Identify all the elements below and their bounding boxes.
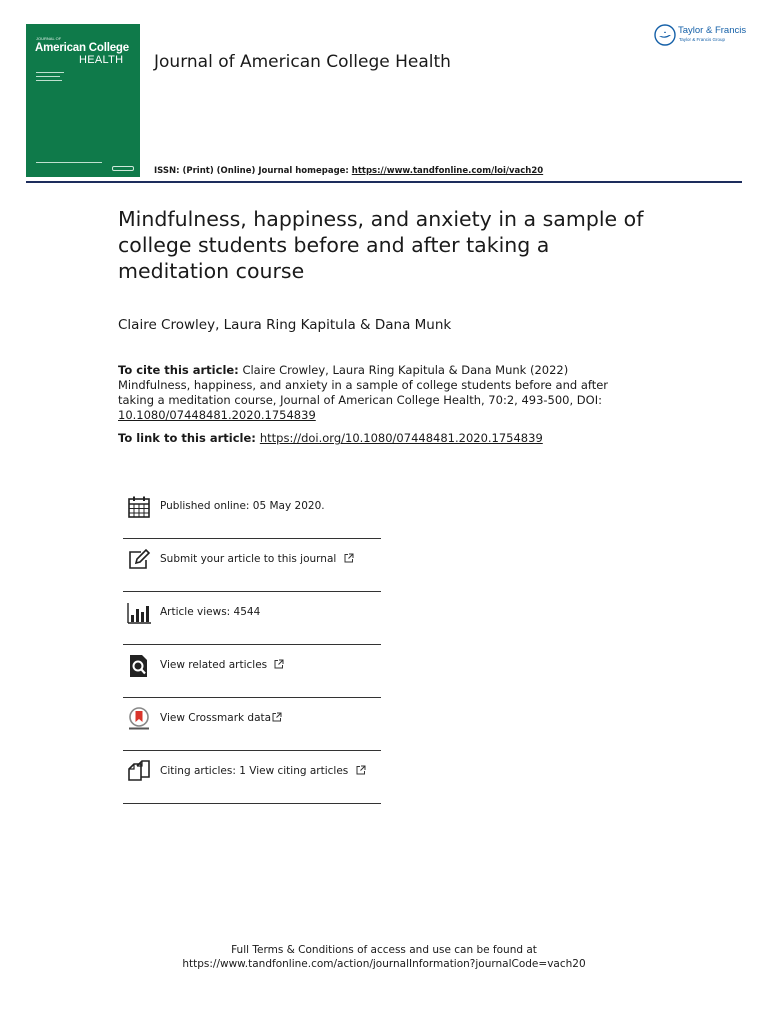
crossmark-icon	[127, 707, 151, 731]
external-link-icon	[274, 659, 284, 669]
cover-publisher-logo	[112, 166, 134, 171]
cite-label: To cite this article:	[118, 363, 239, 377]
cover-main-text: American College	[35, 42, 129, 54]
crossmark-text: View Crossmark data	[160, 712, 272, 724]
cover-decoration	[36, 76, 60, 77]
header-divider	[26, 181, 742, 183]
external-link-icon	[356, 765, 366, 775]
citation-block	[118, 363, 638, 423]
bar-chart-icon	[127, 601, 151, 625]
citing-articles-text: Citing articles: 1 View citing articles	[160, 765, 349, 777]
related-articles-row[interactable]	[123, 645, 381, 698]
cover-decoration	[36, 162, 102, 163]
related-articles-link[interactable]	[160, 659, 284, 671]
related-articles-text: View related articles	[160, 659, 268, 671]
external-link-icon	[344, 553, 354, 563]
submit-article-row[interactable]	[123, 539, 381, 592]
article-title: Mindfulness, happiness, and anxiety in a sample of college students before and after taking a meditation course	[118, 207, 644, 283]
article-views-row	[123, 592, 381, 645]
external-link-icon	[272, 712, 282, 722]
citing-articles-link[interactable]	[160, 765, 366, 777]
terms-text: Full Terms & Conditions of access and use can be found at	[231, 944, 537, 956]
article-link-line	[118, 431, 543, 445]
issn-line	[154, 166, 543, 176]
submit-article-text: Submit your article to this journal	[160, 553, 337, 565]
edit-icon	[127, 548, 151, 572]
cite-doi-link[interactable]: 10.1080/07448481.2020.1754839	[118, 408, 316, 422]
link-label: To link to this article:	[118, 431, 260, 445]
publisher-group: Taylor & Francis Group	[679, 37, 726, 42]
article-authors: Claire Crowley, Laura Ring Kapitula & Dana Munk	[118, 317, 452, 333]
search-document-icon	[127, 654, 151, 678]
journal-title: Journal of American College Health	[154, 52, 451, 72]
article-doi-link[interactable]: https://doi.org/10.1080/07448481.2020.1754839	[259, 431, 543, 445]
publisher-lamp-icon	[654, 24, 676, 46]
publisher-name: Taylor & Francis	[678, 25, 747, 36]
journal-homepage-link[interactable]: https://www.tandfonline.com/loi/vach20	[351, 166, 544, 176]
article-info-list	[123, 486, 381, 804]
terms-footer	[0, 943, 768, 971]
crossmark-link[interactable]	[160, 712, 282, 724]
crossmark-row[interactable]	[123, 698, 381, 751]
terms-link[interactable]: https://www.tandfonline.com/action/journalInformation?journalCode=vach20	[182, 958, 586, 970]
publisher-logo[interactable]	[654, 22, 750, 48]
cover-small-text: JOURNAL OF	[36, 36, 62, 41]
issn-label: ISSN: (Print) (Online) Journal homepage:	[154, 166, 352, 176]
cover-health-text: HEALTH	[79, 54, 124, 66]
citing-articles-icon	[127, 760, 151, 784]
published-online-row	[123, 486, 381, 539]
citing-articles-row[interactable]	[123, 751, 381, 804]
cite-text: Claire Crowley, Laura Ring Kapitula & Dana Munk (2022) Mindfulness, happiness, and anxiety in a sample of college students before and after taking a meditation course, Journal of American College Health, 70:2, 493-500, DOI:	[118, 363, 609, 407]
article-views-text: Article views: 4544	[160, 606, 261, 618]
journal-cover-image	[26, 24, 140, 177]
cover-decoration	[36, 80, 62, 81]
calendar-icon	[127, 495, 151, 519]
submit-article-link[interactable]	[160, 553, 354, 565]
published-online-text: Published online: 05 May 2020.	[160, 500, 325, 512]
cover-decoration	[36, 72, 64, 73]
